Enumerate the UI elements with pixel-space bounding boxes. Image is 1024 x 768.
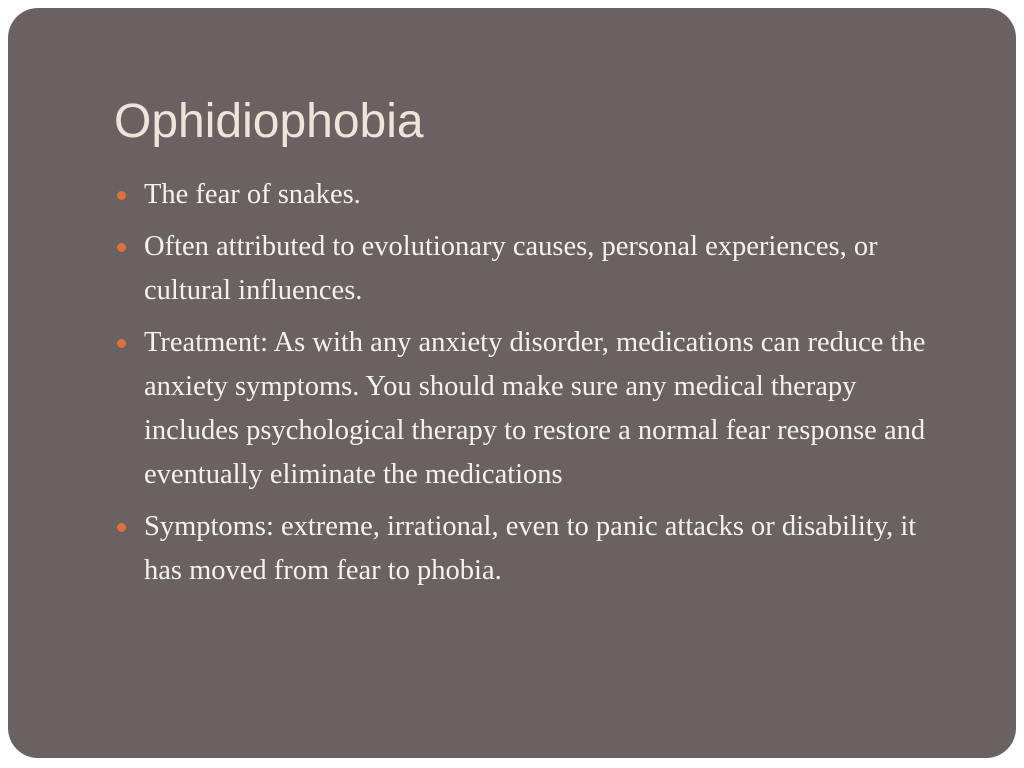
- bullet-text: Treatment: As with any anxiety disorder, medications can reduce the anxiety symptoms. You should make sure any medical therapy includes psychological therapy to restore a normal fear response and eventually eliminate the medications: [144, 327, 926, 490]
- bullet-dot-icon: [117, 339, 126, 348]
- bullet-text: Often attributed to evolutionary causes, personal experiences, or cultural influences.: [144, 231, 878, 306]
- bullet-list: [110, 173, 940, 601]
- bullet-item: [110, 321, 940, 497]
- bullet-dot-icon: [117, 523, 126, 532]
- bullet-dot-icon: [117, 243, 126, 252]
- bullet-dot-icon: [117, 191, 126, 200]
- bullet-text: The fear of snakes.: [144, 179, 361, 210]
- bullet-text: Symptoms: extreme, irrational, even to panic attacks or disability, it has moved from fear to phobia.: [144, 511, 917, 586]
- slide-title: Ophidiophobia: [114, 95, 424, 148]
- slide: [8, 8, 1016, 758]
- bullet-item: [110, 225, 940, 313]
- bullet-item: [110, 173, 940, 217]
- bullet-item: [110, 505, 940, 593]
